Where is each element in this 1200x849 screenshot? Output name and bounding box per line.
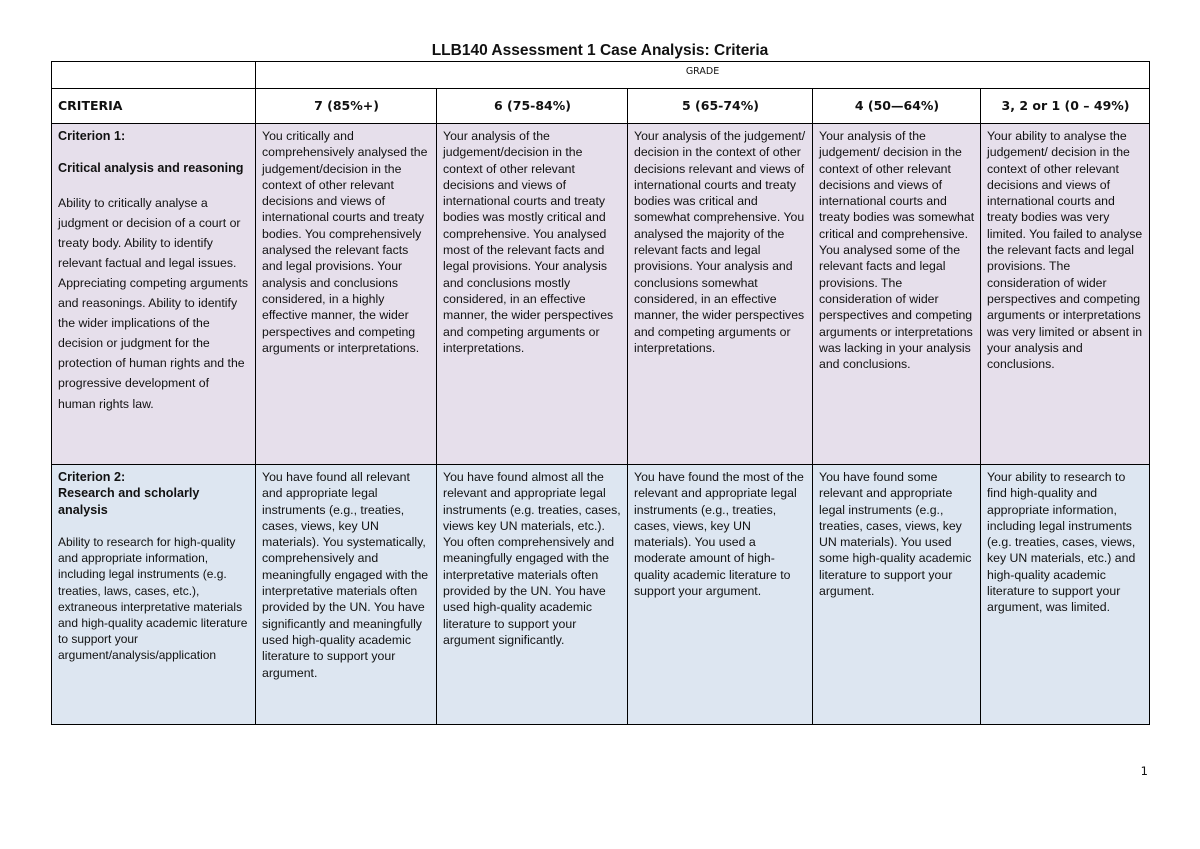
criterion-cell <box>52 124 256 465</box>
grade-header: GRADE <box>256 62 1150 89</box>
criteria-table <box>51 61 1150 725</box>
grade-descriptor-cell: You have found some relevant and appropriate legal instruments (e.g., treaties, cases, views, key UN materials). You used some high-quality academic literature to support your argument. <box>813 465 981 725</box>
criterion-description: Ability to critically analyse a judgment or decision of a court or treaty body. Ability to identify relevant factual and legal issues. Appreciating competing arguments and reasonings. Ability to identify the wider implications of the decision or judgment for the protection of human rights and the progressive development of human rights law. <box>58 195 249 411</box>
grade-descriptor-cell: Your analysis of the judgement/decision in the context of other relevant decisions and views of international courts and treaty bodies was mostly critical and comprehensive. You analysed most of the relevant facts and legal provisions. Your analysis and conclusions mostly considered, in an effective manner, the wider perspectives and competing arguments or interpretations. <box>437 124 628 465</box>
criterion-row <box>52 124 1150 465</box>
grade-descriptor-cell: Your ability to research to find high-quality and appropriate information, including legal instruments (e.g. treaties, cases, views, key UN materials, etc.) and high-quality academic literature to support your argument, was limited. <box>981 465 1150 725</box>
criteria-header: CRITERIA <box>52 89 256 124</box>
grade-column-header: 7 (85%+) <box>256 89 437 124</box>
grade-descriptor-cell: You have found all relevant and appropriate legal instruments (e.g., treaties, cases, views, key UN materials). You systematically, comprehensively and meaningfully engaged with the interpretative materials often provided by the UN. You have significantly and meaningfully used high-quality academic literature to support your argument. <box>256 465 437 725</box>
column-header-row <box>52 89 1150 124</box>
grade-descriptor-cell: You have found the most of the relevant and appropriate legal instruments (e.g., treaties, cases, views, key UN materials). You used a moderate amount of high-quality academic literature to support your argument. <box>628 465 813 725</box>
grade-column-header: 3, 2 or 1 (0 – 49%) <box>981 89 1150 124</box>
criterion-row <box>52 465 1150 725</box>
criterion-description: Ability to research for high-quality and appropriate information, including legal instruments (e.g. treaties, laws, cases, etc.), extraneous interpretative materials and high-quality academic literature to support your argument/analysis/application <box>58 534 248 663</box>
criterion-cell <box>52 465 256 725</box>
grade-descriptor-cell: You critically and comprehensively analysed the judgement/decision in the context of other relevant decisions and views of international courts and treaty bodies. You comprehensively analysed the relevant facts and legal provisions. Your analysis and conclusions considered, in a highly effective manner, the wider perspectives and competing arguments or interpretations. <box>256 124 437 465</box>
grade-column-header: 6 (75-84%) <box>437 89 628 124</box>
criterion-title: Research and scholarly analysis <box>58 486 200 517</box>
criterion-title: Critical analysis and reasoning <box>58 161 244 176</box>
criterion-name: Criterion 2: <box>58 470 126 484</box>
criterion-name: Criterion 1: <box>58 129 126 143</box>
grade-descriptor-cell: You have found almost all the relevant and appropriate legal instruments (e.g. treaties, cases, views key UN materials, etc.). You often comprehensively and meaningfully engaged with the interpretative materials often provided by the UN. You have used high-quality academic literature to support your argument significantly. <box>437 465 628 725</box>
grade-column-header: 4 (50—64%) <box>813 89 981 124</box>
document-title: LLB140 Assessment 1 Case Analysis: Criteria <box>431 42 769 59</box>
page-number: 1 <box>1140 764 1148 778</box>
blank-corner-cell <box>52 62 256 89</box>
grade-descriptor-cell: Your ability to analyse the judgement/ decision in the context of other relevant decisions and views of international courts and treaty bodies was very limited. You failed to analyse the relevant facts and legal provisions. The consideration of wider perspectives and competing arguments or interpretations was very limited or absent in your analysis and conclusions. <box>981 124 1150 465</box>
grade-column-header: 5 (65-74%) <box>628 89 813 124</box>
grade-descriptor-cell: Your analysis of the judgement/ decision in the context of other decisions relevant and views of international courts and treaty bodies was critical and somewhat comprehensive. You analysed the majority of the relevant facts and legal provisions. Your analysis and conclusions somewhat considered, in an effective manner, the wider perspectives and competing arguments or interpretations. <box>628 124 813 465</box>
grade-header-row <box>52 62 1150 89</box>
grade-descriptor-cell: Your analysis of the judgement/ decision in the context of other relevant decisions and views of international courts and treaty bodies was somewhat critical and comprehensive. You analysed some of the relevant facts and legal provisions. The consideration of wider perspectives and competing arguments or interpretations was lacking in your analysis and conclusions. <box>813 124 981 465</box>
